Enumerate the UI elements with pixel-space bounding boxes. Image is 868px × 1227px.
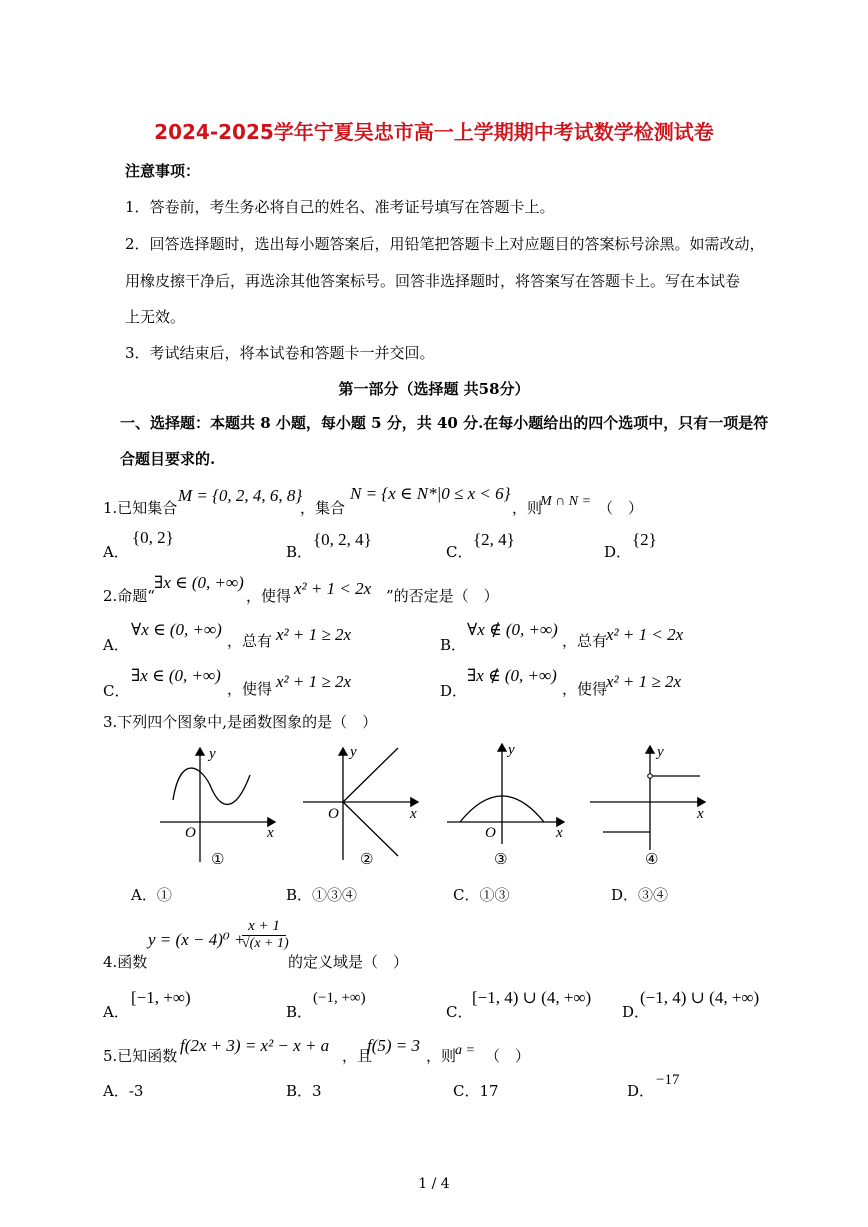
q5-expr-2: f(5) = 3 <box>367 1036 421 1055</box>
q1-set-m: M = {0, 2, 4, 6, 8} <box>178 486 303 505</box>
graph-4 <box>585 740 715 870</box>
q3-option-c: C．①③ <box>453 886 510 904</box>
q2-option-b-expr: x² + 1 < 2x <box>606 625 684 644</box>
notice-item-3: 3．考试结束后，将本试卷和答题卡一并交回。 <box>125 344 435 362</box>
q2-option-c-quant: ∃x ∈ (0, +∞) <box>131 666 221 685</box>
graph-2-caption: ② <box>360 850 374 868</box>
notice-item-2b: 用橡皮擦干净后，再选涂其他答案标号。回答非选择题时，将答案写在答题卡上。写在本试卷 <box>125 272 741 290</box>
graph-3 <box>442 740 572 870</box>
graph-3-origin: O <box>485 825 496 841</box>
graph-4-x-label: x <box>697 806 704 822</box>
q3-option-d: D．③④ <box>611 886 669 904</box>
q5-option-d: −17 <box>656 1072 680 1088</box>
q2-expr-1: ∃x ∈ (0, +∞) <box>154 573 244 592</box>
q4-option-b: (−1, +∞) <box>313 990 366 1006</box>
part1-heading: 第一部分（选择题 共58分） <box>338 380 530 398</box>
q1-option-d-label: D． <box>604 543 632 561</box>
q1-option-a-label: A． <box>103 543 129 561</box>
q2-option-b-label: B． <box>440 636 467 654</box>
graph-1-x-label: x <box>267 825 274 841</box>
q1-paren: （ ） <box>598 499 644 517</box>
graph-1-y-label: y <box>209 746 216 762</box>
graph-3-x-label: x <box>556 825 563 841</box>
q2-option-a-mid: ，总有 <box>227 632 273 650</box>
graph-2 <box>298 740 428 870</box>
q5-stem-c: ，则 <box>426 1047 457 1065</box>
graph-4-y-label: y <box>657 744 664 760</box>
q2-option-d-expr: x² + 1 ≥ 2x <box>606 672 681 691</box>
q2-option-b-mid: ，总有 <box>562 632 608 650</box>
q4-fraction <box>242 918 289 952</box>
q5-expr-1: f(2x + 3) = x² − x + a <box>180 1036 330 1055</box>
graph-1-origin: O <box>185 825 196 841</box>
q4-option-a-label: A． <box>103 1003 129 1021</box>
q5-option-a: A．-3 <box>103 1082 144 1100</box>
q2-option-d-quant: ∃x ∉ (0, +∞) <box>467 666 557 685</box>
q1-stem-b: ，集合 <box>300 499 346 517</box>
q2-stem-a: 2.命题“ <box>103 587 155 605</box>
graph-3-caption: ③ <box>494 850 508 868</box>
q1-option-c: {2, 4} <box>473 530 515 549</box>
q4-option-a: [−1, +∞) <box>131 988 191 1007</box>
q4-func-lhs: y = (x − 4)⁰ + <box>148 930 246 949</box>
graph-2-y-label: y <box>350 744 357 760</box>
graph-1-caption: ① <box>211 850 225 868</box>
q2-option-c-expr: x² + 1 ≥ 2x <box>276 672 351 691</box>
q2-option-c-mid: ，使得 <box>227 680 273 698</box>
q1-stem-c: ，则 <box>512 499 543 517</box>
page-title: 2024-2025学年宁夏吴忠市高一上学期期中考试数学检测试卷 <box>154 120 714 144</box>
q1-ask: M ∩ N = <box>540 494 592 509</box>
q4-option-b-label: B． <box>286 1003 313 1021</box>
q4-option-c: [−1, 4) ∪ (4, +∞) <box>472 988 592 1007</box>
q5-expr-3: a = <box>455 1043 475 1058</box>
q1-option-b: {0, 2, 4} <box>313 530 372 549</box>
q5-option-b: B．3 <box>286 1082 322 1100</box>
q2-option-b-quant: ∀x ∉ (0, +∞) <box>467 620 558 639</box>
q5-paren: （ ） <box>485 1047 531 1065</box>
q3-stem: 3.下列四个图象中,是函数图象的是（ ） <box>103 713 378 731</box>
q1-option-c-label: C． <box>446 543 473 561</box>
q4-stem-a: 4.函数 <box>103 953 148 971</box>
q2-option-d-mid: ，使得 <box>562 680 608 698</box>
q4-option-d: (−1, 4) ∪ (4, +∞) <box>640 988 760 1007</box>
graph-2-x-label: x <box>410 806 417 822</box>
q2-stem-c: ”的否定是（ ） <box>386 587 499 605</box>
q1-option-d: {2} <box>632 530 657 549</box>
notice-item-1: 1．答卷前，考生务必将自己的姓名、准考证号填写在答题卡上。 <box>125 198 555 216</box>
q2-stem-b: ，使得 <box>246 587 292 605</box>
q2-option-c-label: C． <box>103 682 130 700</box>
q4-numerator: x + 1 <box>242 918 286 936</box>
q1-stem-a: 1.已知集合 <box>103 499 178 517</box>
q1-option-a: {0, 2} <box>132 528 174 547</box>
graph-3-y-label: y <box>508 742 515 758</box>
q5-option-d-label: D． <box>627 1082 655 1100</box>
part1-instruction-b: 合题目要求的. <box>120 450 216 468</box>
q4-denominator: √(x + 1) <box>242 936 289 951</box>
graph-4-caption: ④ <box>645 850 659 868</box>
q3-option-b: B．①③④ <box>286 886 358 904</box>
q2-expr-2: x² + 1 < 2x <box>294 579 372 598</box>
q2-option-d-label: D． <box>440 682 468 700</box>
q5-stem-b: ，且 <box>342 1047 373 1065</box>
q5-stem-a: 5.已知函数 <box>103 1047 178 1065</box>
q5-option-c: C．17 <box>453 1082 499 1100</box>
q3-option-a: A．① <box>131 886 172 904</box>
q2-option-a-quant: ∀x ∈ (0, +∞) <box>131 620 222 639</box>
q1-set-n: N = {x ∈ N*|0 ≤ x < 6} <box>350 484 511 503</box>
q4-option-c-label: C． <box>446 1003 473 1021</box>
q4-stem-b: 的定义域是（ ） <box>288 953 409 971</box>
notice-item-2a: 2．回答选择题时，选出每小题答案后，用铅笔把答题卡上对应题目的答案标号涂黑。如需改动， <box>125 235 765 253</box>
graph-1 <box>155 740 285 870</box>
graph-2-origin: O <box>328 806 339 822</box>
q2-option-a-label: A． <box>103 636 129 654</box>
page-number: 1 / 4 <box>418 1176 450 1192</box>
notice-item-2c: 上无效。 <box>125 308 186 326</box>
q1-option-b-label: B． <box>286 543 313 561</box>
part1-instruction-a: 一、选择题：本题共 8 小题，每小题 5 分，共 40 分.在每小题给出的四个选项中，只有一项是符 <box>120 414 769 432</box>
q4-option-d-label: D． <box>622 1003 650 1021</box>
q2-option-a-expr: x² + 1 ≥ 2x <box>276 625 351 644</box>
notice-heading: 注意事项： <box>125 162 201 180</box>
